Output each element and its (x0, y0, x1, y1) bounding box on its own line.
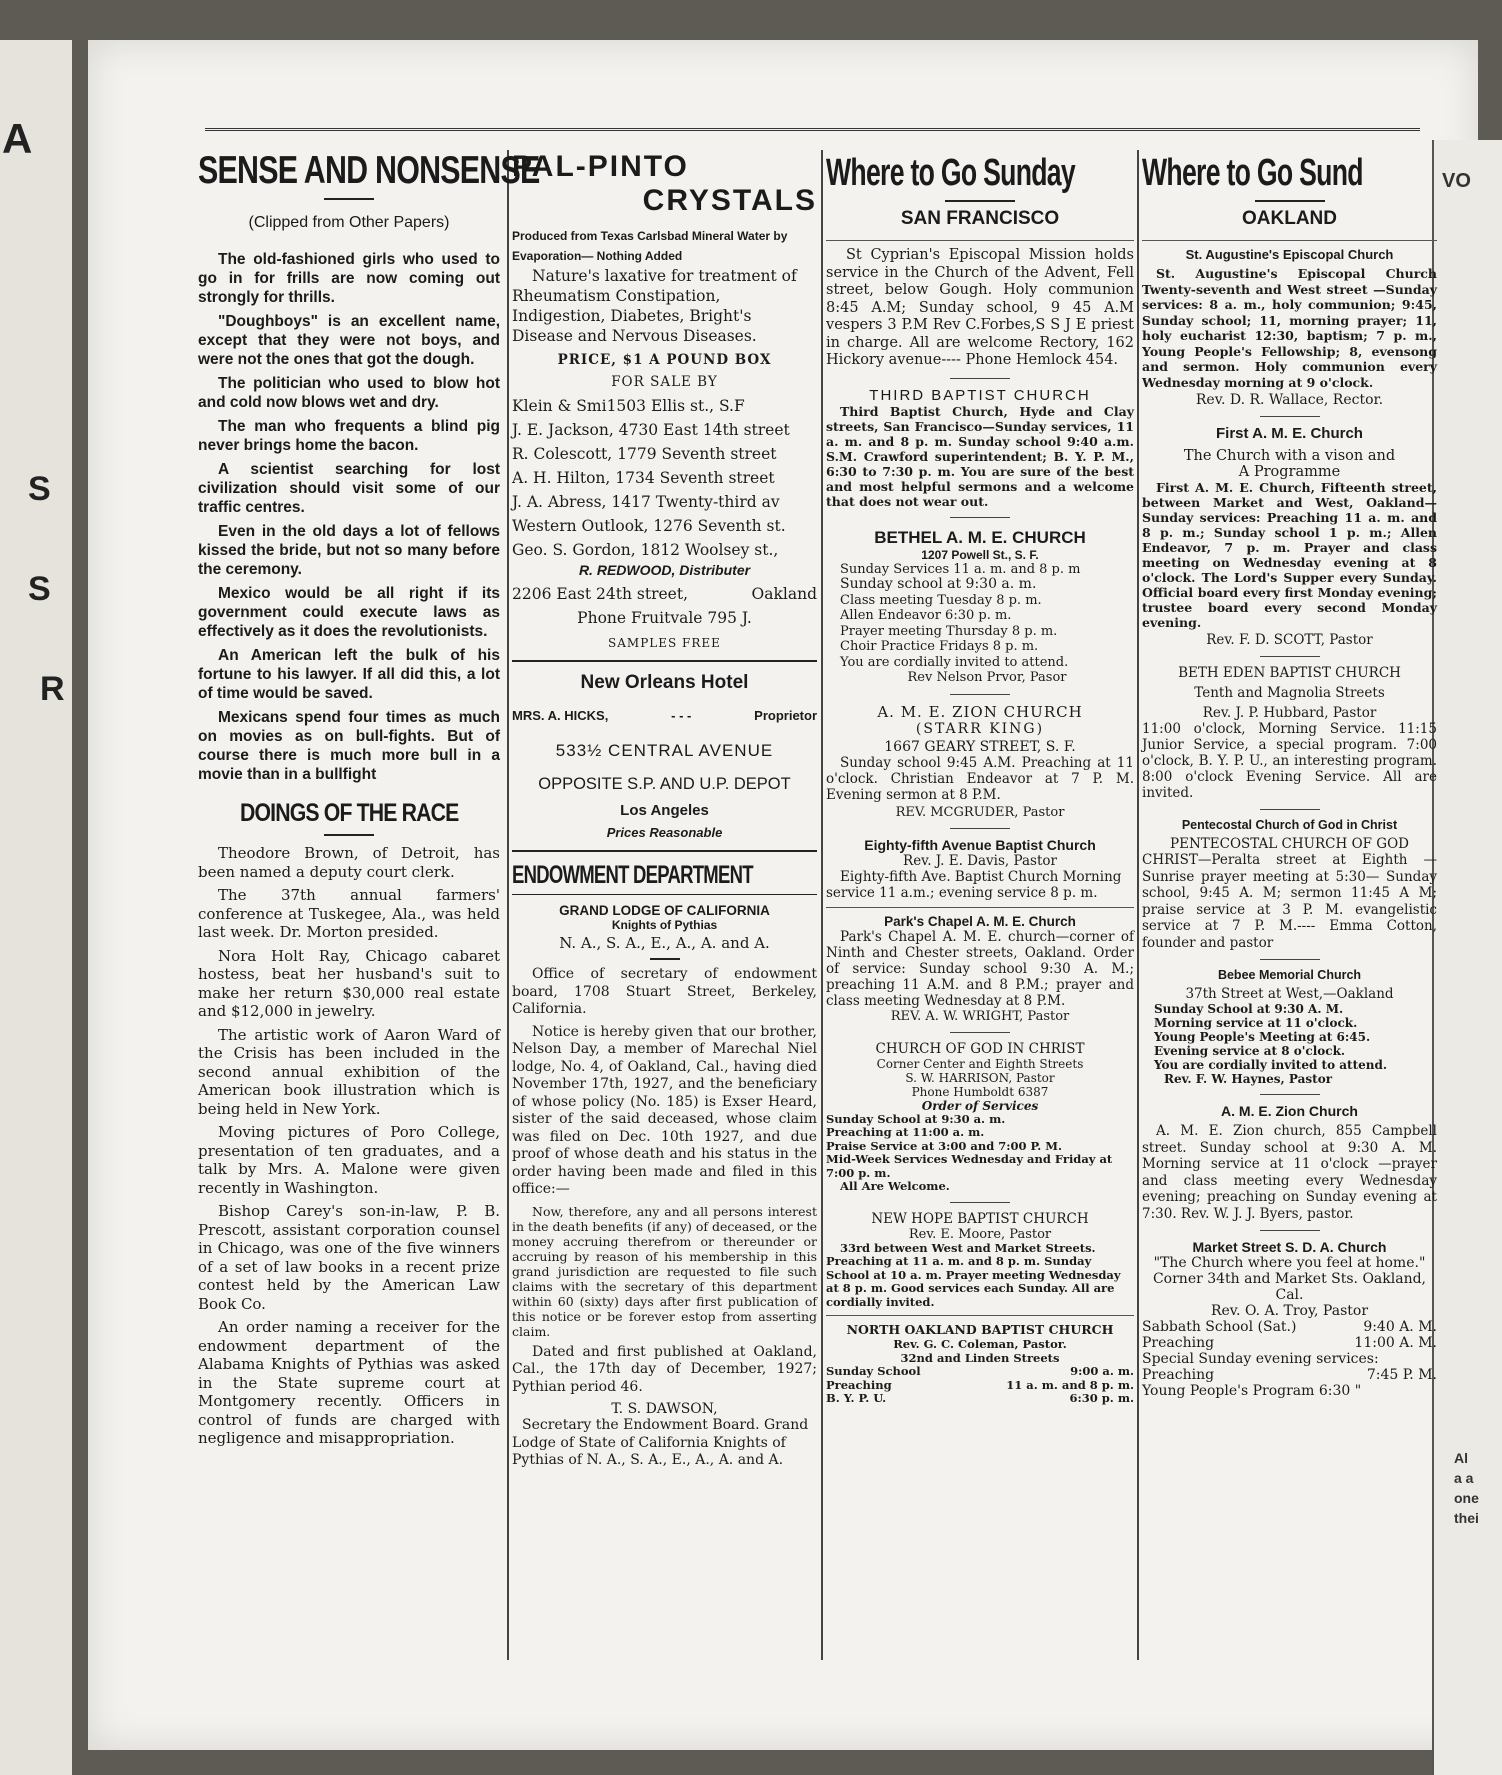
church-listing: CHRIST—Peralta street at Eighth —Sunrise prayer meeting at 5:30— Sunday school, 9:45 A. M; sermon 11:45 A M; praise service at 3 P. M. evangelistic service at 7 P. M.---- Emma Cotton, founder and pastor (1142, 852, 1437, 951)
service-line: Sunday Services 11 a. m. and 8 p. m (840, 561, 1081, 577)
divider (1255, 200, 1325, 202)
hotel-address: 533½ CENTRAL AVENUE (555, 741, 774, 760)
church-title: A. M. E. ZION CHURCH (877, 702, 1083, 721)
church-title: BETH EDEN BAPTIST CHURCH (1178, 665, 1401, 681)
pastor-line: Rev. O. A. Troy, Pastor (1210, 1303, 1369, 1319)
pastor-line: REV. MCGRUDER, Pastor (895, 804, 1065, 820)
city-heading-sf: SAN FRANCISCO (900, 208, 1060, 229)
hotel-city: Los Angeles (620, 802, 709, 819)
ad-phone: Phone Fruitvale 795 J. (577, 609, 752, 627)
church-title: Park's Chapel A. M. E. Church (884, 913, 1076, 929)
special-services: Special Sunday evening services: (1142, 1351, 1379, 1367)
divider (945, 200, 1015, 202)
schedule-row (1142, 1319, 1437, 1335)
service-line: Young People's Meeting at 6:45. (1154, 1030, 1371, 1044)
margin-fragment: thei (1454, 1510, 1479, 1526)
service-line: You are cordially invited to attend. (1154, 1058, 1388, 1072)
divider (950, 828, 1010, 829)
knights-of-pythias: Knights of Pythias (611, 918, 718, 932)
ad-distributor: R. REDWOOD, Distributer (578, 562, 751, 578)
hotel-name: New Orleans Hotel (580, 672, 749, 693)
order-abbrev: N. A., S. A., E., A., A. and A. (559, 934, 770, 952)
ad-headline-pal-pinto: PAL-PINTO (512, 150, 689, 183)
schedule-label: Sabbath School (Sat.) (1142, 1319, 1297, 1335)
schedule-time: 9:00 a. m. (1070, 1364, 1134, 1378)
church-title: A. M. E. Zion Church (1221, 1103, 1358, 1119)
church-title: NORTH OAKLAND BAPTIST CHURCH (846, 1322, 1114, 1337)
schedule-label: Preaching (1142, 1367, 1215, 1383)
church-listing: Park's Chapel A. M. E. church—corner of Ninth and Chester streets, Oakland. Order of service: Sunday school 9:30 A. M.; preaching 11 A.M. and 8 P.M.; prayer and class meeting Wednesday at 8 P.M. (826, 928, 1134, 1009)
right-page-edge (1432, 140, 1502, 1775)
headline-endowment: ENDOWMENT DEPARTMENT (512, 861, 753, 889)
hotel-proprietor (512, 708, 817, 723)
column-rule (1137, 150, 1139, 1660)
church-title: St. Augustine's Episcopal Church (1185, 247, 1394, 262)
dealer-line: J. A. Abress, 1417 Twenty-third av (512, 493, 780, 511)
church-address: 37th Street at West,—Oakland (1185, 986, 1394, 1002)
church-address: 1667 GEARY STREET, S. F. (884, 738, 1076, 755)
notice-paragraph: Notice is hereby given that our brother, Nelson Day, a member of Marechal Niel lodge, No. 4, of Oakland, Cal., having died November 17th, 1927, and the beneficiary of whose policy (No. 185) is Exser Heard, sister of the said deceased, whose claim was filed on Dec. 10th 1927, and due proof of whose death and his status in the order having been made and filed in this office:— (512, 1023, 817, 1197)
church-subtitle: The Church with a vison and (1183, 448, 1396, 464)
service-line: Morning service at 11 o'clock. (1154, 1016, 1358, 1030)
margin-fragment: R (40, 670, 65, 708)
church-listing: 33rd between West and Market Streets. Preaching at 11 a. m. and 8 p. m. Sunday School at 10 a. m. Prayer meeting Wednesday at 8 p. m. Good services each Sunday. All are cordially invited. (826, 1240, 1121, 1309)
notice-signer: T. S. DAWSON, (611, 1401, 718, 1417)
church-address: 1207 Powell St., S. F. (921, 547, 1039, 562)
church-title: Eighty-fifth Avenue Baptist Church (864, 836, 1096, 853)
pastor-line: Rev. F. D. SCOTT, Pastor (1206, 632, 1373, 648)
notice-paragraph-small: Now, therefore, any and all persons interest in the death benefits (if any) of deceased, or the money accruing therefrom or thereunder or accruing by reason of his membership in this grand jurisdiction are requested to file such claims with the secretary of this department within 60 (sixty) days after first publication of this notice or be forever estop from asserting claim. (512, 1203, 817, 1339)
ad-produced-text: Produced from Texas Carlsbad Mineral Water by Evaporation— Nothing Added (512, 229, 788, 263)
divider (512, 850, 817, 852)
ad-samples: SAMPLES FREE (608, 636, 721, 650)
church-listing: Eighty-fifth Ave. Baptist Church Morning service 11 a.m.; evening service 8 p. m. (826, 868, 1122, 901)
schedule-time: 7:45 P. M. (1366, 1367, 1437, 1383)
divider (324, 198, 374, 200)
divider (950, 694, 1010, 695)
schedule-row (1142, 1367, 1437, 1383)
divider (650, 958, 680, 960)
distributor-address (512, 582, 817, 606)
article-paragraph: Even in the old days a lot of fellows kissed the bride, but not so many before the ceremony. (198, 523, 500, 578)
ad-price: PRICE, $1 A POUND BOX (557, 352, 772, 368)
church-listing: Sunday school 9:45 A.M. Preaching at 11 o'clock. Christian Endeavor at 7 P. M. Evening sermon at 8 P.M. (826, 754, 1134, 803)
column-ads-endowment (512, 150, 817, 1670)
city-heading-oakland: OAKLAND (1242, 208, 1337, 229)
pastor-line: Rev. F. W. Haynes, Pastor (1164, 1072, 1333, 1086)
headline-where-to-go: Where to Go Sunday (826, 152, 1075, 194)
service-line: Evening service at 8 o'clock. (1154, 1044, 1346, 1058)
article-paragraph: Moving pictures of Poro College, presentation of ten graduates, and a talk by Mrs. A. Malone were given recently in Washington. (198, 1123, 500, 1197)
pastor-line: Rev. E. Moore, Pastor (908, 1226, 1052, 1242)
dealer-line: Western Outlook, 1276 Seventh st. (512, 517, 786, 535)
schedule-row: Young People's Program 6:30 " (1142, 1383, 1362, 1399)
notice-dated: Dated and first published at Oakland, Cal., the 17th day of December, 1927; Pythian period 46. (512, 1343, 817, 1395)
schedule-label: B. Y. P. U. (826, 1391, 887, 1405)
divider (950, 1032, 1010, 1033)
divider (1260, 959, 1320, 960)
schedule-row (1142, 1335, 1437, 1351)
service-line: All Are Welcome. (840, 1179, 950, 1193)
service-line: Class meeting Tuesday 8 p. m. (840, 592, 1042, 608)
divider (1260, 416, 1320, 417)
hotel-proprietor-title: Proprietor (754, 708, 817, 723)
hotel-proprietor-dots: - - - (671, 708, 692, 723)
church-subtitle: PENTECOSTAL CHURCH OF GOD (1170, 836, 1409, 852)
church-address: Corner Center and Eighth Streets (876, 1056, 1084, 1071)
church-title: CHURCH OF GOD IN CHRIST (875, 1040, 1085, 1057)
pastor-line: Rev. G. C. Coleman, Pastor. (893, 1337, 1067, 1351)
divider (1260, 656, 1320, 657)
column-rule (821, 150, 823, 1660)
distributor-city: Oakland (751, 585, 817, 603)
article-paragraph: The man who frequents a blind pig never brings home the bacon. (198, 418, 500, 454)
notice-paragraph: Office of secretary of endowment board, 1708 Stuart Street, Berkeley, California. (512, 966, 817, 1017)
dealer-line: J. E. Jackson, 4730 East 14th street (512, 421, 790, 439)
column-where-to-go-oakland (1142, 150, 1437, 1670)
divider (512, 894, 817, 895)
divider (1260, 809, 1320, 810)
service-line: Choir Practice Fridays 8 p. m. (840, 639, 1039, 654)
grand-lodge: GRAND LODGE OF CALIFORNIA (559, 903, 770, 918)
schedule-row (826, 1392, 1134, 1406)
schedule-label: Sunday School (826, 1364, 921, 1378)
article-paragraph: Mexico would be all right if its government could execute laws as effectively as it does the revolutionists. (198, 585, 500, 640)
margin-fragment: a a (1454, 1470, 1474, 1486)
article-paragraph: The politician who used to blow hot and cold now blows wet and dry. (198, 375, 500, 411)
divider (1260, 1230, 1320, 1231)
church-title: NEW HOPE BAPTIST CHURCH (871, 1210, 1089, 1227)
service-line: Preaching at 11:00 a. m. (826, 1125, 985, 1139)
church-listing: St Cyprian's Episcopal Mission holds service in the Church of the Advent, Fell street, below Gough. Holy communion 8:45 A.M; Sunday school, 9 45 A.M vespers 3 P.M Rev C.Forbes,S S J E priest in charge. All are welcome Rectory, 162 Hickory avenue---- Phone Hemlock 454. (826, 247, 1134, 368)
article-paragraph: Theodore Brown, of Detroit, has been named a deputy court clerk. (198, 844, 500, 881)
margin-fragment: Al (1454, 1450, 1468, 1466)
divider (1142, 240, 1437, 241)
divider (1260, 1094, 1320, 1095)
church-listing: Third Baptist Church, Hyde and Clay streets, San Francisco—Sunday services, 11 a. m. and 8 p. m. Sunday school 9:40 a.m. S.M. Crawford superintendent; B. Y. P. M., 6:30 to 7:30 p. m. You are sure of the best and most helpful sermons and a welcome that does not wear out. (826, 403, 1134, 509)
schedule-row (826, 1365, 1134, 1379)
dealer-line: Geo. S. Gordon, 1812 Woolsey st., (512, 541, 779, 559)
headline-where-to-go: Where to Go Sund (1142, 152, 1363, 194)
article-paragraph: An American left the bulk of his fortune to his lawyer. If all did this, a lot of time would be saved. (198, 647, 500, 702)
article-paragraph: "Doughboys" is an excellent name, except that they were not boys, and were not the ones that got the dough. (198, 313, 500, 368)
divider (950, 1202, 1010, 1203)
order-of-services: Order of Services (921, 1098, 1039, 1113)
pastor-line: Rev. D. R. Wallace, Rector. (1195, 392, 1384, 408)
church-title: BETHEL A. M. E. CHURCH (874, 527, 1086, 547)
column-where-to-go-sf (826, 150, 1134, 1670)
church-title: Bebee Memorial Church (1217, 968, 1362, 982)
service-line: Sunday School at 9:30 A. M. (1154, 1002, 1344, 1016)
schedule-time: 6:30 p. m. (1069, 1391, 1134, 1405)
church-subtitle: (STARR KING) (915, 720, 1045, 737)
divider (950, 378, 1010, 379)
margin-fragment: one (1454, 1490, 1479, 1506)
service-line: Sunday school at 9:30 a. m. (840, 576, 1037, 592)
ad-headline-crystals: CRYSTALS (642, 184, 817, 217)
schedule-label: Preaching (826, 1377, 892, 1392)
top-rule (205, 128, 1420, 131)
church-listing: A. M. E. Zion church, 855 Campbell street. Sunday school at 9:30 A. M. Morning service at 11 o'clock —prayer and class meeting every Wednesday evening; preaching on Sunday evening at 7:30. Rev. W. J. J. Byers, pastor. (1142, 1123, 1437, 1222)
article-paragraph: The 37th annual farmers' conference at Tuskegee, Ala., was held last week. Dr. Morton presided. (198, 886, 500, 941)
service-line: Prayer meeting Thursday 8 p. m. (840, 623, 1058, 639)
headline-doings-race: DOINGS OF THE RACE (240, 799, 459, 827)
ad-description: Nature's laxative for treatment of Rheumatism Constipation, Indigestion, Diabetes, Bright's Disease and Nervous Diseases. (512, 267, 797, 345)
notice-signer-title: Secretary the Endowment Board. Grand Lodge of State of California Knights of Pythias of N. A., S. A., E., A., A. and A. (512, 1417, 809, 1468)
church-phone: Phone Humboldt 6387 (911, 1084, 1049, 1099)
hotel-prices: Prices Reasonable (606, 825, 723, 840)
article-paragraph: A scientist searching for lost civilization should visit some of our traffic centres. (198, 461, 500, 516)
margin-fragment: S (28, 570, 51, 608)
church-listing: First A. M. E. Church, Fifteenth street, between Market and West, Oakland—Sunday services: Preaching 11 a. m. and 8 p. m.; Sunday school 1 p. m.; Allen Endeavor, 7 p. m. Prayer and class meeting on Wednesday evening at 8 o'clock. The Lord's Supper every Sunday. Official board every first Monday evening; trustee board every second Monday evening. (1142, 480, 1437, 630)
pastor-line: Rev. J. E. Davis, Pastor (903, 852, 1057, 869)
service-line: You are cordially invited to attend. (840, 654, 1069, 670)
hotel-proprietor-name: MRS. A. HICKS, (512, 708, 609, 723)
article-paragraph: The old-fashioned girls who used to go in for frills are now coming out strongly for thrills. (198, 251, 500, 306)
church-title: THIRD BAPTIST CHURCH (869, 386, 1091, 404)
schedule-time: 11 a. m. and 8 p. m. (1006, 1377, 1134, 1392)
article-paragraph: The artistic work of Aaron Ward of the Crisis has been included in the second annual exhibition of the American book illustration which is being held in New York. (198, 1025, 500, 1118)
church-title: Pentecostal Church of God in Christ (1181, 818, 1398, 832)
article-paragraph: An order naming a receiver for the endowment department of the Alabama Knights of Pythias was asked in the State supreme court at Montgomery recently. Officers in control of funds are charged with negligence and misappropriation. (198, 1318, 500, 1447)
ad-for-sale: FOR SALE BY (611, 374, 718, 390)
church-title: Market Street S. D. A. Church (1192, 1239, 1387, 1255)
headline-sense-nonsense: SENSE AND NONSENSE (198, 149, 540, 192)
left-page-edge (0, 40, 72, 1775)
church-listing: 11:00 o'clock, Morning Service. 11:15 Junior Service, a special program. 7:00 o'clock, B. Y. P. U., an interesting program. 8:00 o'clock Evening Service. All are invited. (1142, 721, 1437, 801)
service-line: Mid-Week Services Wednesday and Friday at 7:00 p. m. (826, 1152, 1113, 1180)
service-line: Allen Endeavor 6:30 p. m. (840, 608, 1012, 623)
divider (950, 517, 1010, 518)
column-sense-nonsense (198, 149, 540, 1670)
church-address: Corner 34th and Market Sts. Oakland, Cal. (1152, 1271, 1427, 1303)
pastor-line: REV. A. W. WRIGHT, Pastor (890, 1008, 1070, 1024)
church-subtitle: A Programme (1238, 464, 1341, 480)
pastor-line: Rev. J. P. Hubbard, Pastor (1202, 705, 1377, 721)
service-line: Praise Service at 3:00 and 7:00 P. M. (826, 1138, 1062, 1153)
article-paragraph: Mexicans spend four times as much on movies as on bull-fights. But of course there is much more bull in a movie than in a bullfight (198, 709, 500, 783)
dealer-line: A. H. Hilton, 1734 Seventh street (512, 469, 775, 487)
schedule-time: 11:00 A. M. (1354, 1335, 1437, 1351)
church-address: Tenth and Magnolia Streets (1194, 685, 1385, 701)
church-motto: "The Church where you feel at home." (1153, 1255, 1426, 1271)
schedule-time: 9:40 A. M. (1363, 1319, 1437, 1335)
service-line: Sunday School at 9:30 a. m. (826, 1111, 1006, 1126)
divider (324, 834, 374, 836)
margin-fragment: A (2, 115, 33, 162)
divider (512, 660, 817, 662)
divider (826, 907, 1134, 908)
margin-fragment: VO (1442, 170, 1471, 192)
distributor-street: 2206 East 24th street, (512, 585, 688, 603)
schedule-row (826, 1379, 1134, 1393)
dealer-line: Klein & Smi1503 Ellis st., S.F (512, 397, 745, 415)
margin-fragment: S (28, 470, 51, 508)
subheading: (Clipped from Other Papers) (248, 214, 450, 231)
article-paragraph: Nora Holt Ray, Chicago cabaret hostess, beat her husband's suit to make her return $30,000 real estate and $12,000 in jewelry. (198, 946, 500, 1020)
pastor-line: Rev Nelson Prvor, Pasor (907, 670, 1067, 685)
church-address: 32nd and Linden Streets (900, 1351, 1060, 1365)
divider (826, 240, 1134, 241)
column-rule (507, 150, 509, 1660)
church-title: First A. M. E. Church (1216, 425, 1363, 442)
church-listing: St. Augustine's Episcopal Church Twenty-seventh and West street —Sunday services: 8 a. m., holy communion; 9:45, Sunday school; 11, morning prayer; 11, holy eucharist 12:30, baptism; 7 p. m., Young People's Fellowship; 8, evensong and sermon. Holy communion every Wednesday morning at 9 o'clock. (1142, 266, 1437, 390)
hotel-opposite: OPPOSITE S.P. AND U.P. DEPOT (538, 775, 791, 793)
dealer-line: R. Colescott, 1779 Seventh street (512, 445, 777, 463)
divider (826, 1315, 1134, 1316)
schedule-label: Preaching (1142, 1335, 1215, 1351)
pastor-line: S. W. HARRISON, Pastor (905, 1070, 1055, 1085)
article-paragraph: Bishop Carey's son-in-law, P. B. Prescott, assistant corporation counsel in Chicago, was one of the five winners of a set of law books in a recent prize contest held by the American Law Book Co. (198, 1202, 500, 1313)
